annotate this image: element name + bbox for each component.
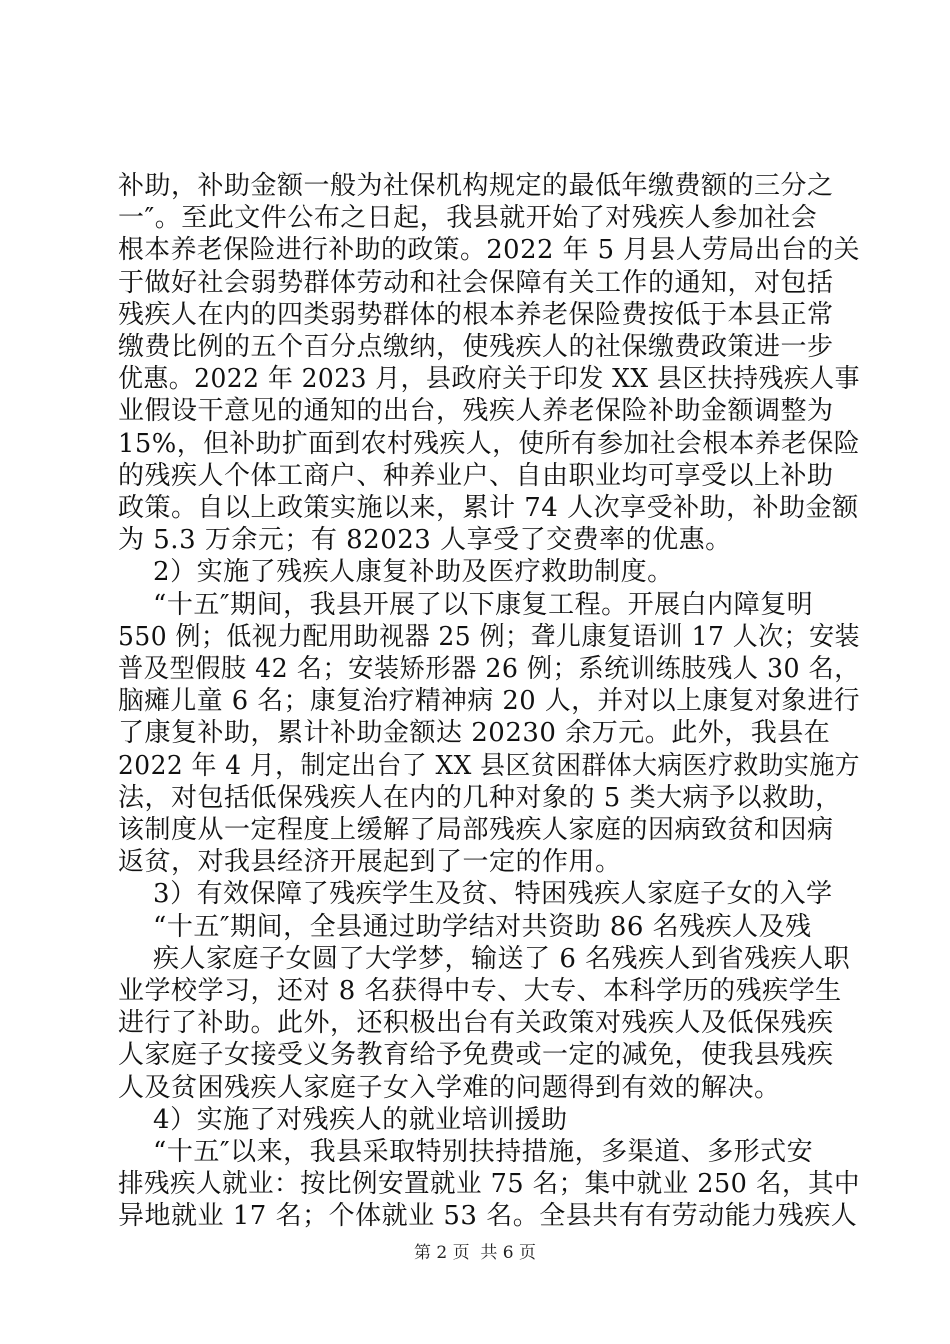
text-line: 业假设干意见的通知的出台，残疾人养老保险补助金额调整为 bbox=[118, 396, 834, 427]
text-line: 于做好社会弱势群体劳动和社会保障有关工作的通知，对包括 bbox=[118, 267, 834, 298]
text-line: 2022 年 4 月，制定出台了 XX 县区贫困群体大病医疗救助实施方 bbox=[118, 750, 860, 781]
text-line: 人及贫困残疾人家庭子女入学难的问题得到有效的解决。 bbox=[118, 1072, 781, 1103]
text-line: 了康复补助，累计补助金额达 20230 余万元。此外，我县在 bbox=[118, 718, 831, 749]
text-line: 排残疾人就业：按比例安置就业 75 名；集中就业 250 名，其中 bbox=[118, 1169, 860, 1200]
text-line: 15%，但补助扩面到农村残疾人，使所有参加社会根本养老保险 bbox=[118, 428, 860, 459]
text-line: 异地就业 17 名；个体就业 53 名。全县共有有劳动能力残疾人 bbox=[118, 1201, 858, 1232]
text-line: 为 5.3 万余元；有 82023 人享受了交费率的优惠。 bbox=[118, 525, 732, 556]
text-line: 疾人家庭子女圆了大学梦，输送了 6 名残疾人到省残疾人职 bbox=[118, 943, 851, 974]
text-line: 4）实施了对残疾人的就业培训援助 bbox=[118, 1104, 568, 1135]
text-line: “十五″期间，我县开展了以下康复工程。开展白内障复明 bbox=[118, 589, 814, 620]
text-line: 返贫，对我县经济开展起到了一定的作用。 bbox=[118, 847, 622, 878]
text-line: 政策。自以上政策实施以来，累计 74 人次享受补助，补助金额 bbox=[118, 493, 859, 523]
text-line: 3）有效保障了残疾学生及贫、特困残疾人家庭子女的入学 bbox=[118, 879, 833, 910]
text-line: “十五″以来，我县采取特别扶持措施，多渠道、多形式安 bbox=[118, 1137, 814, 1167]
text-line: 普及型假肢 42 名；安装矫形器 26 例；系统训练肢残人 30 名， bbox=[118, 654, 860, 684]
text-line: 根本养老保险进行补助的政策。2022 年 5 月县人劳局出台的关 bbox=[118, 235, 860, 266]
text-line: 法，对包括低保残疾人在内的几种对象的 5 类大病予以救助， bbox=[118, 782, 842, 813]
text-line: 进行了补助。此外，还积极出台有关政策对残疾人及低保残疾 bbox=[118, 1008, 834, 1039]
text-line: 残疾人在内的四类弱势群体的根本养老保险费按低于本县正常 bbox=[118, 299, 834, 330]
text-line: 补助，补助金额一般为社保机构规定的最低年缴费额的三分之 bbox=[118, 171, 834, 201]
text-line: 该制度从一定程度上缓解了局部残疾人家庭的因病致贫和因病 bbox=[118, 815, 834, 845]
page-footer: 第 2 页 共 6 页 bbox=[413, 1243, 537, 1263]
text-line: 缴费比例的五个百分点缴纳，使残疾人的社保缴费政策进一步 bbox=[118, 332, 834, 362]
text-line: 550 例；低视力配用助视器 25 例；聋儿康复语训 17 人次；安装 bbox=[118, 621, 860, 652]
text-line: 人家庭子女接受义务教育给予免费或一定的减免，使我县残疾 bbox=[118, 1040, 834, 1071]
text-line: 脑瘫儿童 6 名；康复治疗精神病 20 人，并对以上康复对象进行 bbox=[118, 686, 860, 717]
text-line: 的残疾人个体工商户、种养业户、自由职业均可享受以上补助 bbox=[118, 460, 834, 491]
text-line: 2）实施了残疾人康复补助及医疗救助制度。 bbox=[118, 557, 674, 588]
text-line: 一″。至此文件公布之日起，我县就开始了对残疾人参加社会 bbox=[118, 203, 818, 234]
text-line: “十五″期间，全县通过助学结对共资助 86 名残疾人及残 bbox=[118, 911, 812, 942]
text-line: 业学校学习，还对 8 名获得中专、大专、本科学历的残疾学生 bbox=[118, 976, 842, 1006]
text-line: 优惠。2022 年 2023 月，县政府关于印发 XX 县区扶持残疾人事 bbox=[118, 364, 860, 395]
